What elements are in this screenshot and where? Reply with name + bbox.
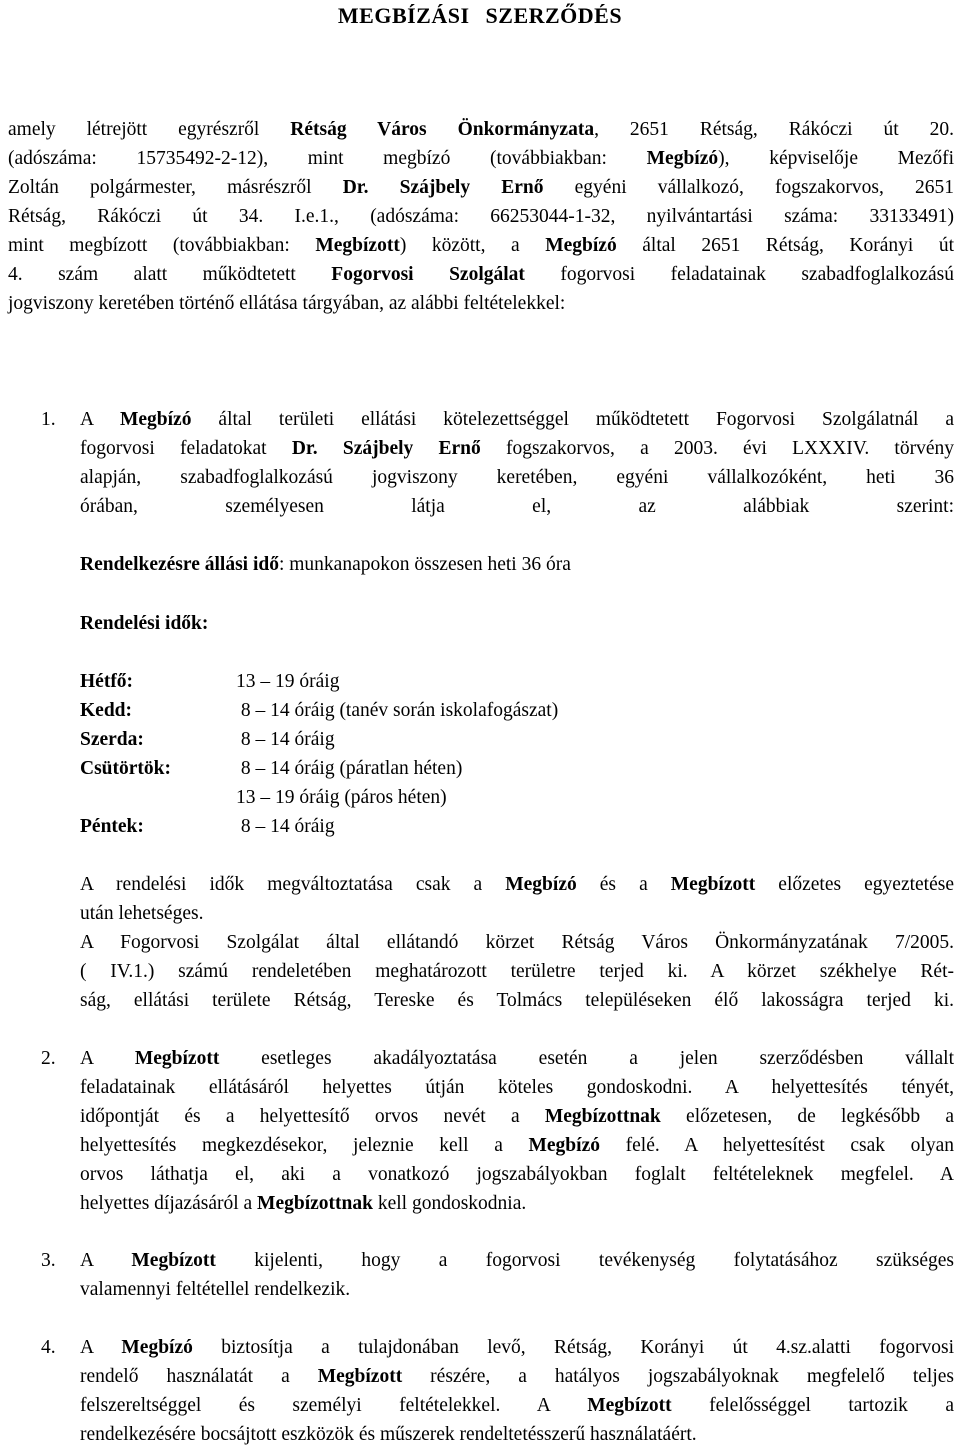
schedule-hours: 8 – 14 óráig — [236, 729, 335, 750]
schedule-day: Csütörtök: — [80, 758, 171, 779]
hours-heading: Rendelési idők: — [80, 613, 209, 634]
s4-line-3: felszereltséggel és személyi feltételekkel. A Megbízott felelősséggel tartozik a — [80, 1395, 954, 1416]
s3-line-1: A Megbízott kijelenti, hogy a fogorvosi tevékenység folytatásához szükséges — [80, 1250, 954, 1271]
schedule-hours: 13 – 19 óráig — [236, 671, 340, 692]
s2-line-3: időpontját és a helyettesítő orvos nevét a Megbízottnak előzetesen, de legkésőbb a — [80, 1106, 954, 1127]
s4-line-4: rendelkezésére bocsájtott eszközök és műszerek rendeltetésszerű használatáért. — [80, 1424, 697, 1445]
s1-line-2: fogorvosi feladatokat Dr. Szájbely Ernő fogszakorvos, a 2003. évi LXXXIV. törvény — [80, 438, 954, 459]
document-title: MEGBÍZÁSI SZERZŐDÉS — [337, 3, 623, 28]
schedule-day: Hétfő: — [80, 671, 134, 692]
s1-para-line-2: után lehetséges. — [80, 903, 204, 924]
schedule-day: Szerda: — [80, 729, 144, 750]
schedule-hours: 13 – 19 óráig (páros héten) — [236, 787, 447, 808]
intro-line-1: amely létrejött egyrészről Rétság Város Önkormányzata, 2651 Rétság, Rákóczi út 20. — [8, 119, 954, 140]
s1-line-4: órában, személyesen látja el, az alábbiak szerint: — [80, 496, 954, 517]
s2-line-2: feladatainak ellátásáról helyettes útján köteles gondoskodni. A helyettesítés tényét, — [80, 1077, 954, 1098]
schedule-day: Kedd: — [80, 700, 133, 721]
intro-line-3: Zoltán polgármester, másrészről Dr. Szájbely Ernő egyéni vállalkozó, fogszakorvos, 2651 — [8, 177, 955, 198]
s1-line-3: alapján, szabadfoglalkozású jogviszony keretében, egyéni vállalkozóként, heti 36 — [80, 467, 954, 488]
schedule-day: Péntek: — [80, 816, 144, 837]
s2-line-4: helyettesítés megkezdésekor, jeleznie kell a Megbízó felé. A helyettesítést csak olyan — [80, 1135, 954, 1156]
intro-line-2: (adószáma: 15735492-2-12), mint megbízó (továbbiakban: Megbízó), képviselője Mezőfi — [8, 148, 954, 169]
s4-line-1: A Megbízó biztosítja a tulajdonában levő, Rétság, Korányi út 4.sz.alatti fogorvosi — [80, 1337, 954, 1358]
section-2-number: 2. — [41, 1048, 56, 1069]
s1-para-line-3: A Fogorvosi Szolgálat által ellátandó körzet Rétság Város Önkormányzatának 7/2005. — [80, 932, 954, 953]
availability-line: Rendelkezésre állási idő: munkanapokon összesen heti 36 óra — [80, 554, 571, 575]
s1-para-line-5: ság, ellátási területe Rétság, Tereske és Tolmács településeken élő lakosságra terjed ki. — [80, 990, 954, 1011]
schedule-hours: 8 – 14 óráig — [236, 816, 335, 837]
s1-para-line-4: ( IV.1.) számú rendeletében meghatározott területre terjed ki. A körzet székhelye Rét- — [80, 961, 954, 982]
section-4-number: 4. — [41, 1337, 56, 1358]
section-3-number: 3. — [41, 1250, 56, 1271]
schedule-hours: 8 – 14 óráig (tanév során iskolafogászat) — [236, 700, 559, 721]
intro-line-6: 4. szám alatt működtetett Fogorvosi Szolgálat fogorvosi feladatainak szabadfoglalkozású — [8, 264, 955, 285]
s3-line-2: valamennyi feltétellel rendelkezik. — [80, 1279, 351, 1300]
s1-para-line-1: A rendelési idők megváltoztatása csak a Megbízó és a Megbízott előzetes egyeztetése — [80, 874, 954, 895]
s2-line-1: A Megbízott esetleges akadályoztatása esetén a jelen szerződésben vállalt — [80, 1048, 954, 1069]
s4-line-2: rendelő használatát a Megbízott részére, a hatályos jogszabályoknak megfelelő teljes — [80, 1366, 954, 1387]
intro-line-4: Rétság, Rákóczi út 34. I.e.1., (adószáma: 66253044-1-32, nyilvántartási száma: 33133491) — [8, 206, 954, 227]
intro-line-7: jogviszony keretében történő ellátása tárgyában, az alábbi feltételekkel: — [8, 293, 566, 314]
s2-line-6: helyettes díjazásáról a Megbízottnak kell gondoskodnia. — [80, 1193, 527, 1214]
s1-line-1: A Megbízó által területi ellátási kötelezettséggel működtetett Fogorvosi Szolgálatnál a — [80, 409, 954, 430]
schedule-hours: 8 – 14 óráig (páratlan héten) — [236, 758, 463, 779]
intro-line-5: mint megbízott (továbbiakban: Megbízott) között, a Megbízó által 2651 Rétság, Korányi út — [8, 235, 955, 256]
section-1-number: 1. — [41, 409, 56, 430]
s2-line-5: orvos láthatja el, aki a vonatkozó jogszabályokban foglalt feltételeknek megfelel. A — [80, 1164, 954, 1185]
